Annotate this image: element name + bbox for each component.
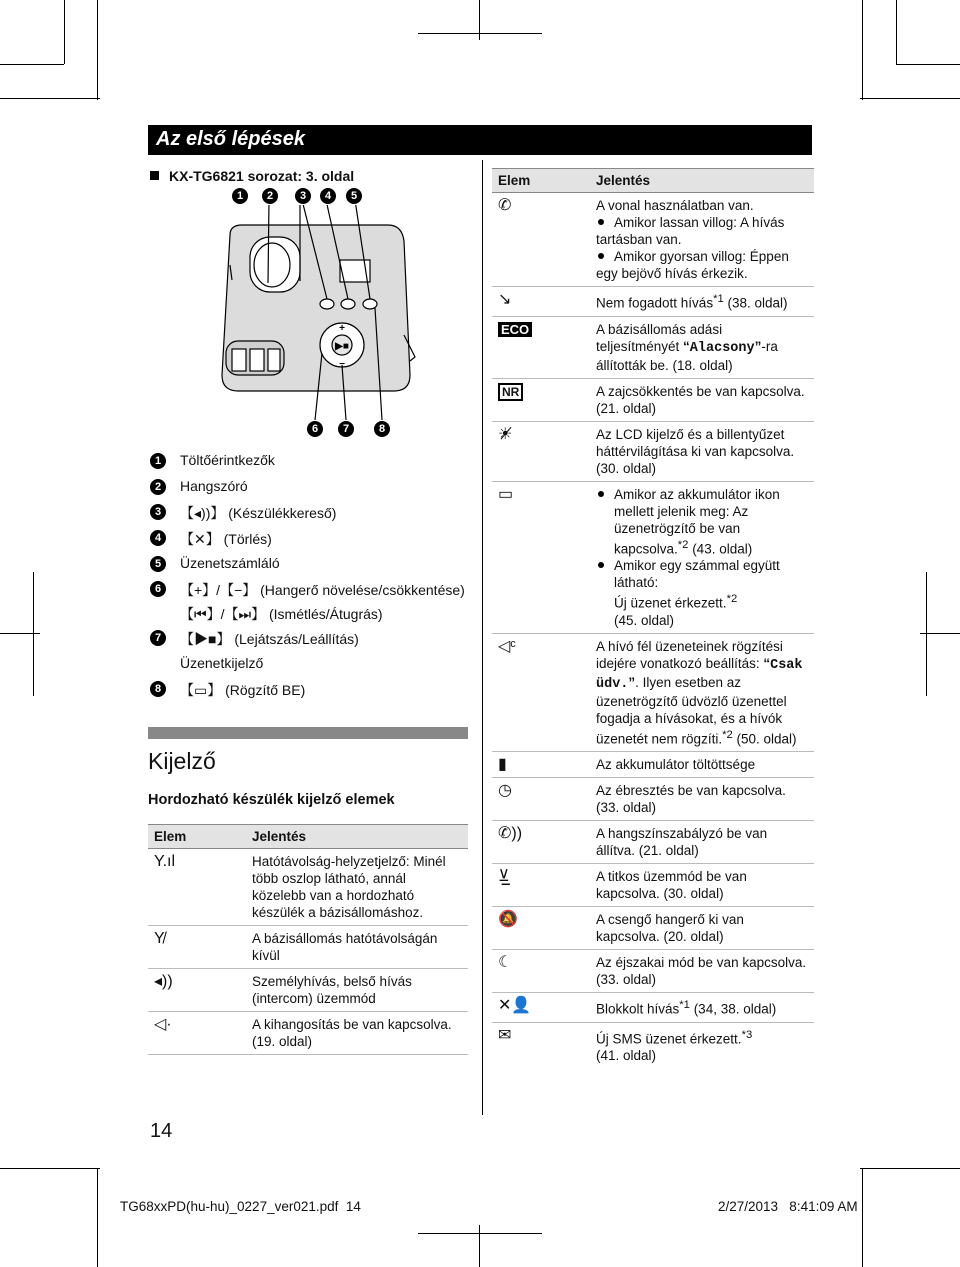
crop-mark [418,1233,542,1234]
row-meaning: A titkos üzemmód be van kapcsolva. (30. oldal) [590,864,814,907]
crop-mark [479,0,480,40]
row-meaning: Hatótávolság-helyzetjelző: Minél több oszlop látható, annál közelebb van a hordozható készülék a bázisállomáshoz. [246,849,468,926]
callout-number: 2 [262,188,278,204]
bullet-icon [598,219,604,225]
table-row [148,849,468,926]
section-title: Kijelző [148,748,216,774]
section-header-bar [148,125,812,155]
bullet-icon [598,562,604,568]
sms-envelope-icon: ✉ [498,1026,512,1044]
row-meaning: Személyhívás, belső hívás (intercom) üzemmód [246,969,468,1012]
row-meaning: A bázisállomás hatótávolságán kívül [246,926,468,969]
row-meaning: Az ébresztés be van kapcsolva. (33. oldal) [590,778,814,821]
column-header-meaning: Jelentés [590,169,814,193]
table-row [492,378,814,421]
table-row [492,1022,814,1068]
crop-mark [97,1168,98,1267]
speakerphone-icon: ◁· [148,1012,246,1055]
row-meaning: Nem fogadott hívás$^{*1}$ (38. oldal) [590,287,814,317]
row-meaning: A vonal használatban van. Amikor lassan villog: A hívás tartásban van. Amikor gyorsan villog: Éppen egy bejövő hívás érkezik. [590,193,814,287]
out-of-range-icon: Y̸ [148,926,246,969]
table-row [492,193,814,287]
row-meaning: A kihangosítás be van kapcsolva. (19. oldal) [246,1012,468,1055]
callout-number: 3 [295,188,311,204]
section-header-title: Az első lépések [156,128,305,150]
table-row [148,969,468,1012]
night-mode-icon: ☾ [492,950,590,993]
crop-mark [33,572,34,696]
subsection-title: Hordozható készülék kijelző elemek [148,792,395,808]
row-meaning: A hangszínszabályzó be van állítva. (21. oldal) [590,821,814,864]
callout-number: 5 [346,188,362,204]
battery-icon: ▮ [492,752,590,778]
greeting-only-icon: ◁ᶜ [492,633,590,752]
line-in-use-icon: ✆ [492,193,590,287]
callout-number: 7 [338,421,354,437]
callout-number: 6 [307,421,323,437]
column-divider [482,160,483,1115]
svg-text:▶■: ▶■ [335,341,349,352]
signal-strength-icon: Y.ıl [148,849,246,926]
callout-number: 4 [320,188,336,204]
page-number: 14 [150,1120,173,1142]
callout-number: 8 [374,421,390,437]
row-meaning: A zajcsökkentés be van kapcsolva. (21. oldal) [590,378,814,421]
privacy-mode-icon: ⊻̲ [492,864,590,907]
row-meaning: A csengő hangerő ki van kapcsolva. (20. oldal) [590,907,814,950]
crop-mark [418,33,542,34]
square-bullet-icon [150,171,159,180]
bullet-icon [598,491,604,497]
crop-mark [0,1168,100,1169]
table-row [492,864,814,907]
table-row [492,316,814,378]
ringer-off-icon: 🔕 [492,907,590,950]
equalizer-icon: ✆)) [492,821,590,864]
bullet-icon [598,253,604,259]
noise-reduction-icon: NR [492,378,590,421]
column-header-meaning: Jelentés [246,825,468,849]
crop-mark [860,98,960,99]
alarm-icon: ◷ [492,778,590,821]
crop-mark [64,0,65,64]
column-header-elem: Elem [492,169,590,193]
column-header-elem: Elem [148,825,246,849]
blocked-call-icon: ✕👤 [492,993,590,1023]
table-row [492,907,814,950]
table-row [148,926,468,969]
crop-mark [479,1225,480,1267]
model-heading: KX-TG6821 sorozat: 3. oldal [150,168,354,184]
intercom-icon: ◂)) [148,969,246,1012]
crop-mark [896,64,960,65]
row-meaning: Az LCD kijelző és a billentyűzet háttérvilágítása ki van kapcsolva. (30. oldal) [590,421,814,481]
section-divider [148,727,468,739]
answering-system-icon: ▭ [492,481,590,633]
crop-mark [862,0,863,100]
eco-icon: ECO [492,316,590,378]
table-row [492,287,814,317]
crop-mark [0,64,64,65]
table-row [492,481,814,633]
row-meaning: Az akkumulátor töltöttsége [590,752,814,778]
row-meaning: Blokkolt hívás$^{*1}$ (34, 38. oldal) [590,993,814,1023]
crop-mark [0,98,100,99]
svg-text:−: − [339,359,345,370]
crop-mark [97,0,98,100]
footer-timestamp: 2/27/2013 8:41:09 AM [718,1199,858,1214]
svg-text:+: + [339,323,345,334]
table-row [492,752,814,778]
table-row [492,821,814,864]
row-meaning: Amikor az akkumulátor ikon mellett jelenik meg: Az üzenetrögzítő be van kapcsolva.$^{*2}$ (43. oldal) Amikor egy számmal együtt látható: Új üzenet érkezett.$^{*2}$ (45. oldal) [590,481,814,633]
missed-call-icon: ↘ [492,287,590,317]
crop-mark [860,1168,960,1169]
crop-mark [0,633,40,634]
row-meaning: A hívó fél üzeneteinek rögzítési idejére vonatkozó beállítás: “Csak üdv.”. Ilyen esetben az üzenetrögzítő üdvözlő üzenettel fogadja a hívásokat, és a hívók üzenetét nem rögzíti.$^{*2}$ (50. oldal) [590,633,814,752]
crop-mark [920,633,960,634]
callout-number: 1 [232,188,248,204]
row-meaning: Az éjszakai mód be van kapcsolva. (33. oldal) [590,950,814,993]
handset-display-table [148,824,468,1055]
table-row [492,950,814,993]
crop-mark [926,572,927,696]
table-row [492,993,814,1023]
row-meaning: A bázisállomás adási teljesítményét “Alacsony”-ra állították be. (18. oldal) [590,316,814,378]
table-row [492,633,814,752]
row-meaning: Új SMS üzenet érkezett.$^{*3}$ (41. oldal) [596,1028,753,1063]
crop-mark [896,0,897,64]
backlight-off-icon: ☀̸ [492,421,590,481]
table-row [492,778,814,821]
base-station-illustration [210,205,430,420]
footer-filename: TG68xxPD(hu-hu)_0227_ver021.pdf 14 [120,1199,361,1214]
table-row [492,421,814,481]
handset-display-table-continued [492,168,814,1068]
crop-mark [862,1168,863,1267]
table-row [148,1012,468,1055]
